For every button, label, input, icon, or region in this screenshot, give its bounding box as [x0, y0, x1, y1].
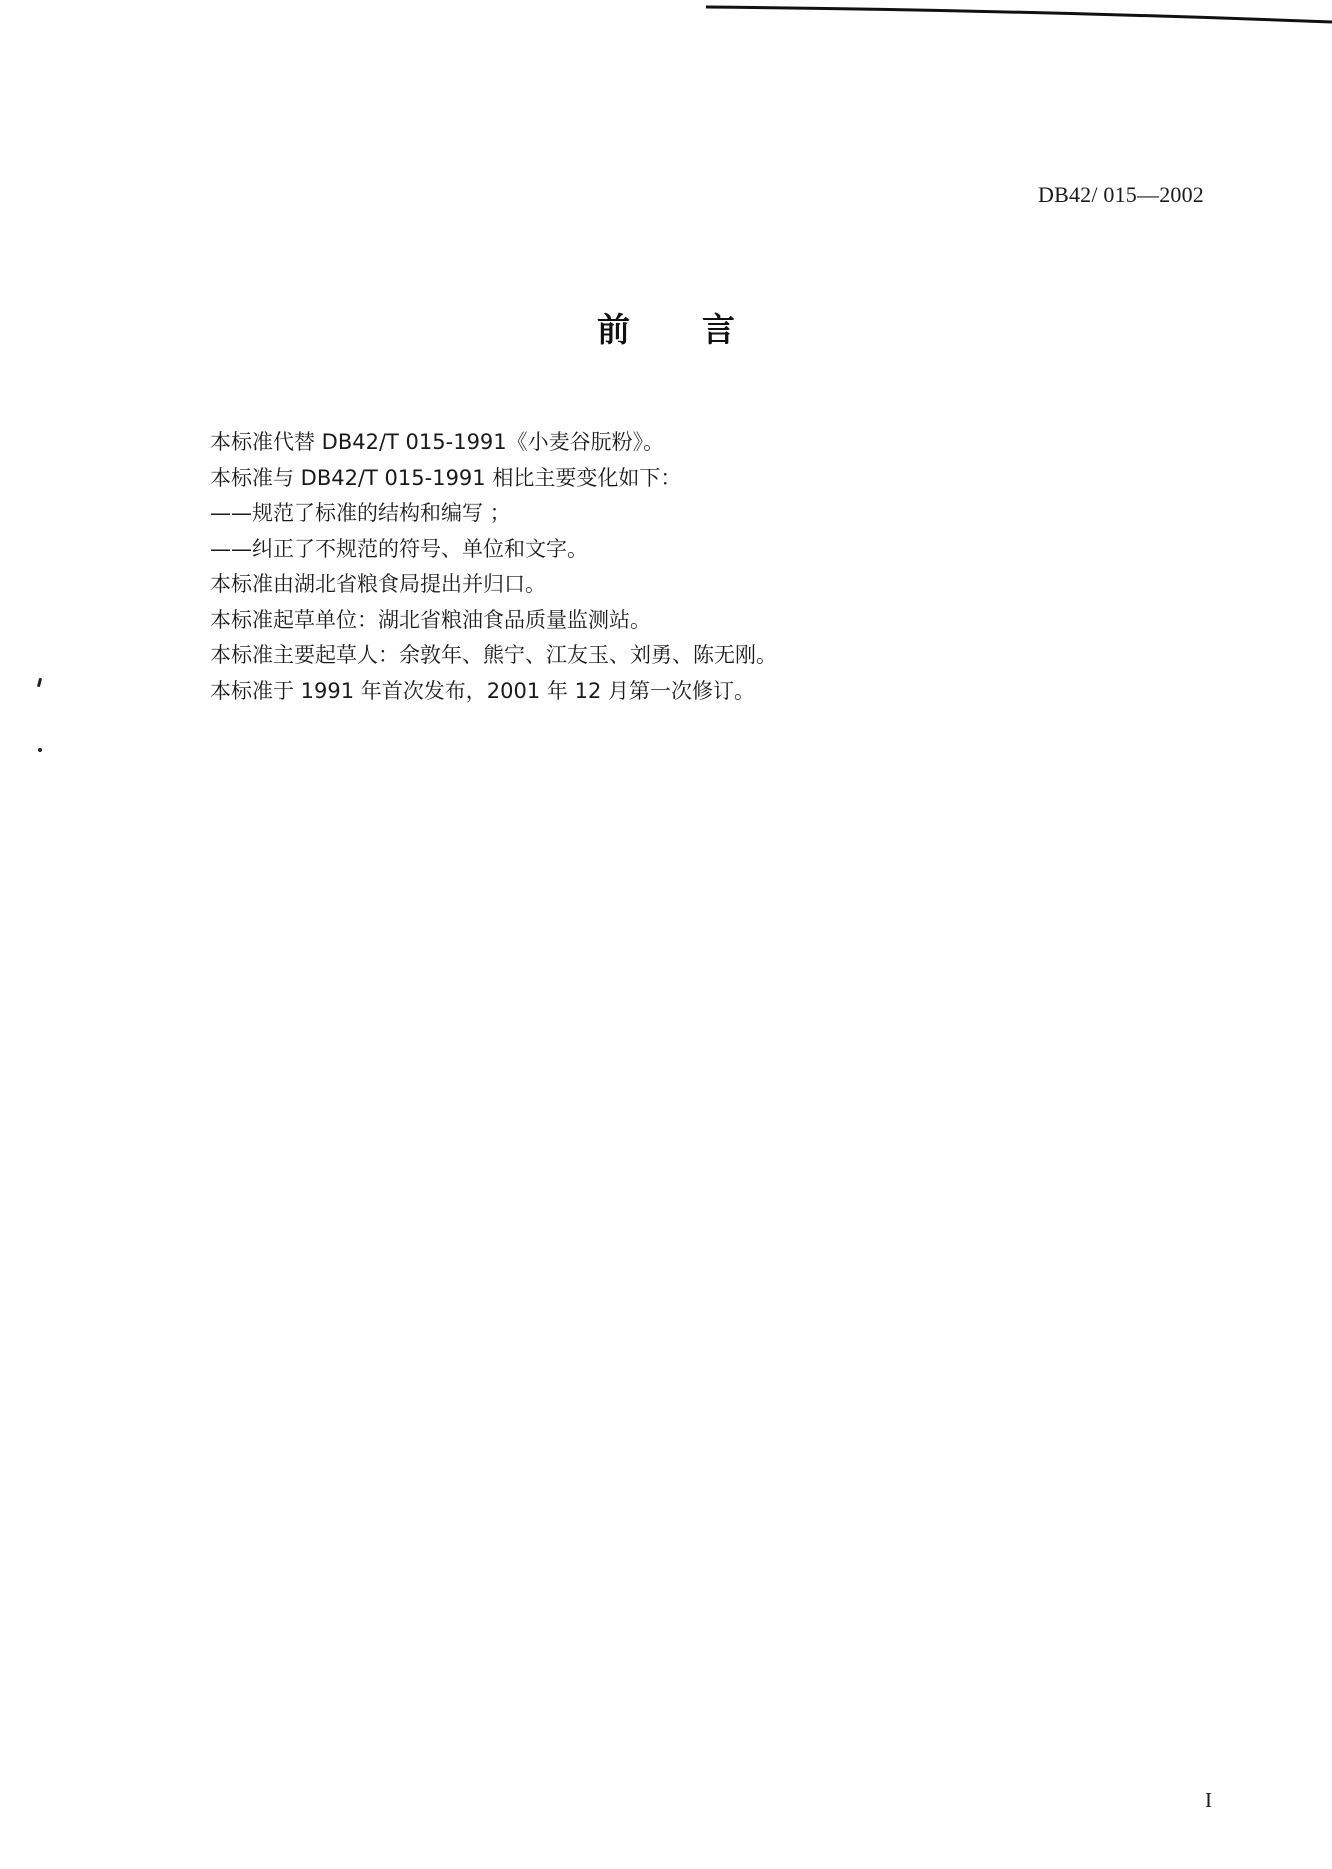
- document-number: DB42/ 015—2002: [1038, 182, 1204, 207]
- scan-speck: [37, 678, 42, 687]
- foreword-line: 本标准主要起草人：余敦年、熊宁、江友玉、刘勇、陈无刚。: [210, 643, 777, 667]
- foreword-line: 本标准起草单位：湖北省粮油食品质量监测站。: [210, 607, 651, 632]
- foreword-line: ——规范了标准的结构和编写 ；: [210, 501, 511, 525]
- foreword-line: 本标准与 DB42/T 015-1991 相比主要变化如下：: [210, 465, 682, 490]
- page-title: 前言: [597, 310, 807, 349]
- foreword-line: 本标准代替 DB42/T 015-1991《小麦谷朊粉》。: [210, 430, 665, 454]
- foreword-line: 本标准于 1991 年首次发布，2001 年 12 月第一次修订。: [210, 678, 755, 703]
- scan-speck: [38, 748, 42, 752]
- foreword-line: 本标准由湖北省粮食局提出并归口。: [210, 572, 546, 596]
- scan-edge-line: [706, 2, 1332, 24]
- page-number: I: [1205, 1788, 1212, 1812]
- foreword-line: ——纠正了不规范的符号、单位和文字。: [210, 536, 588, 561]
- foreword-body: [210, 425, 777, 709]
